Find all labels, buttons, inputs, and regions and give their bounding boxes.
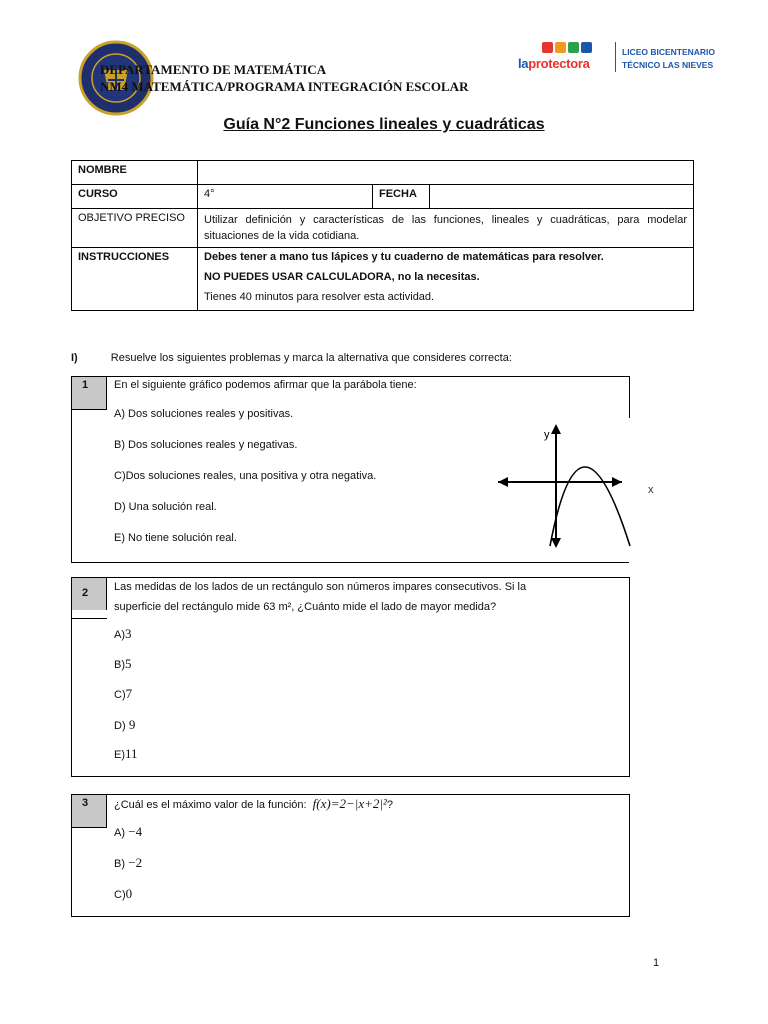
- question-number: 2: [72, 578, 107, 610]
- fecha-field[interactable]: [430, 185, 694, 209]
- question-2: [71, 577, 630, 777]
- question-3: [71, 794, 630, 917]
- instrucciones-label: INSTRUCCIONES: [72, 248, 198, 311]
- curso-label: CURSO: [72, 185, 198, 209]
- option-b[interactable]: B)5: [114, 656, 132, 671]
- graph-x-label: x: [648, 484, 654, 496]
- la-protectora-logo: [516, 38, 716, 76]
- option-a[interactable]: A) Dos soluciones reales y positivas.: [114, 408, 294, 420]
- question-text: ¿Cuál es el máximo valor de la función: f(x)=2−|x+2|²?: [114, 796, 393, 811]
- page-number: 1: [653, 957, 660, 969]
- nombre-field[interactable]: [198, 161, 694, 185]
- section-text: Resuelve los siguientes problemas y marca la alternativa que consideres correcta:: [110, 352, 512, 364]
- option-e[interactable]: E) No tiene solución real.: [114, 532, 237, 544]
- option-a[interactable]: A) −4: [114, 824, 143, 839]
- department-name: DEPARTAMENTO DE MATEMÁTICA: [100, 62, 327, 77]
- option-b[interactable]: B) Dos soluciones reales y negativas.: [114, 439, 298, 451]
- objetivo-label: OBJETIVO PRECISO: [72, 209, 198, 248]
- option-c[interactable]: C)7: [114, 686, 133, 701]
- instrucciones-value: [198, 248, 694, 311]
- liceo-line2: TÉCNICO LAS NIEVES: [622, 60, 714, 70]
- curso-field[interactable]: 4°: [198, 185, 373, 209]
- option-b[interactable]: B) −2: [114, 855, 143, 870]
- option-c[interactable]: C)Dos soluciones reales, una positiva y otra negativa.: [114, 470, 377, 482]
- page-title: Guía N°2 Funciones lineales y cuadráticas: [223, 116, 545, 133]
- objetivo-value: Utilizar definición y características de las funciones, lineales y cuadráticas, para modelar situaciones de la vida cotidiana.: [198, 209, 694, 248]
- instruction-line: Tienes 40 minutos para resolver esta actividad.: [204, 291, 435, 303]
- question-number: 1: [72, 377, 107, 410]
- option-d[interactable]: D) Una solución real.: [114, 501, 217, 513]
- instruction-line: NO PUEDES USAR CALCULADORA, no la necesitas.: [204, 271, 480, 283]
- program-name: NM4 MATEMÁTICA/PROGRAMA INTEGRACIÓN ESCOLAR: [100, 79, 469, 94]
- option-d[interactable]: D) 9: [114, 717, 136, 732]
- function-formula: f(x)=2−|x+2|²: [312, 796, 387, 811]
- liceo-line1: LICEO BICENTENARIO: [622, 47, 716, 57]
- question-text-line1: Las medidas de los lados de un rectángulo son números impares consecutivos. Si la: [114, 581, 527, 593]
- question-text: En el siguiente gráfico podemos afirmar que la parábola tiene:: [114, 379, 417, 391]
- parabola-graph: [492, 418, 632, 550]
- nombre-label: NOMBRE: [72, 161, 198, 185]
- brand-name: laprotectora: [518, 56, 590, 71]
- instruction-line: Debes tener a mano tus lápices y tu cuaderno de matemáticas para resolver.: [204, 251, 604, 263]
- info-table: [71, 160, 694, 311]
- option-e[interactable]: E)11: [114, 746, 138, 761]
- option-c[interactable]: C)0: [114, 886, 133, 901]
- fecha-label: FECHA: [373, 185, 430, 209]
- section-heading: [71, 352, 512, 364]
- option-a[interactable]: A)3: [114, 626, 132, 641]
- section-number: I): [71, 352, 78, 364]
- school-seal-logo: [78, 40, 154, 116]
- question-text-line2: superficie del rectángulo mide 63 m², ¿Cuánto mide el lado de mayor medida?: [114, 601, 497, 613]
- graph-y-label: y: [544, 429, 550, 441]
- question-number: 3: [72, 795, 107, 828]
